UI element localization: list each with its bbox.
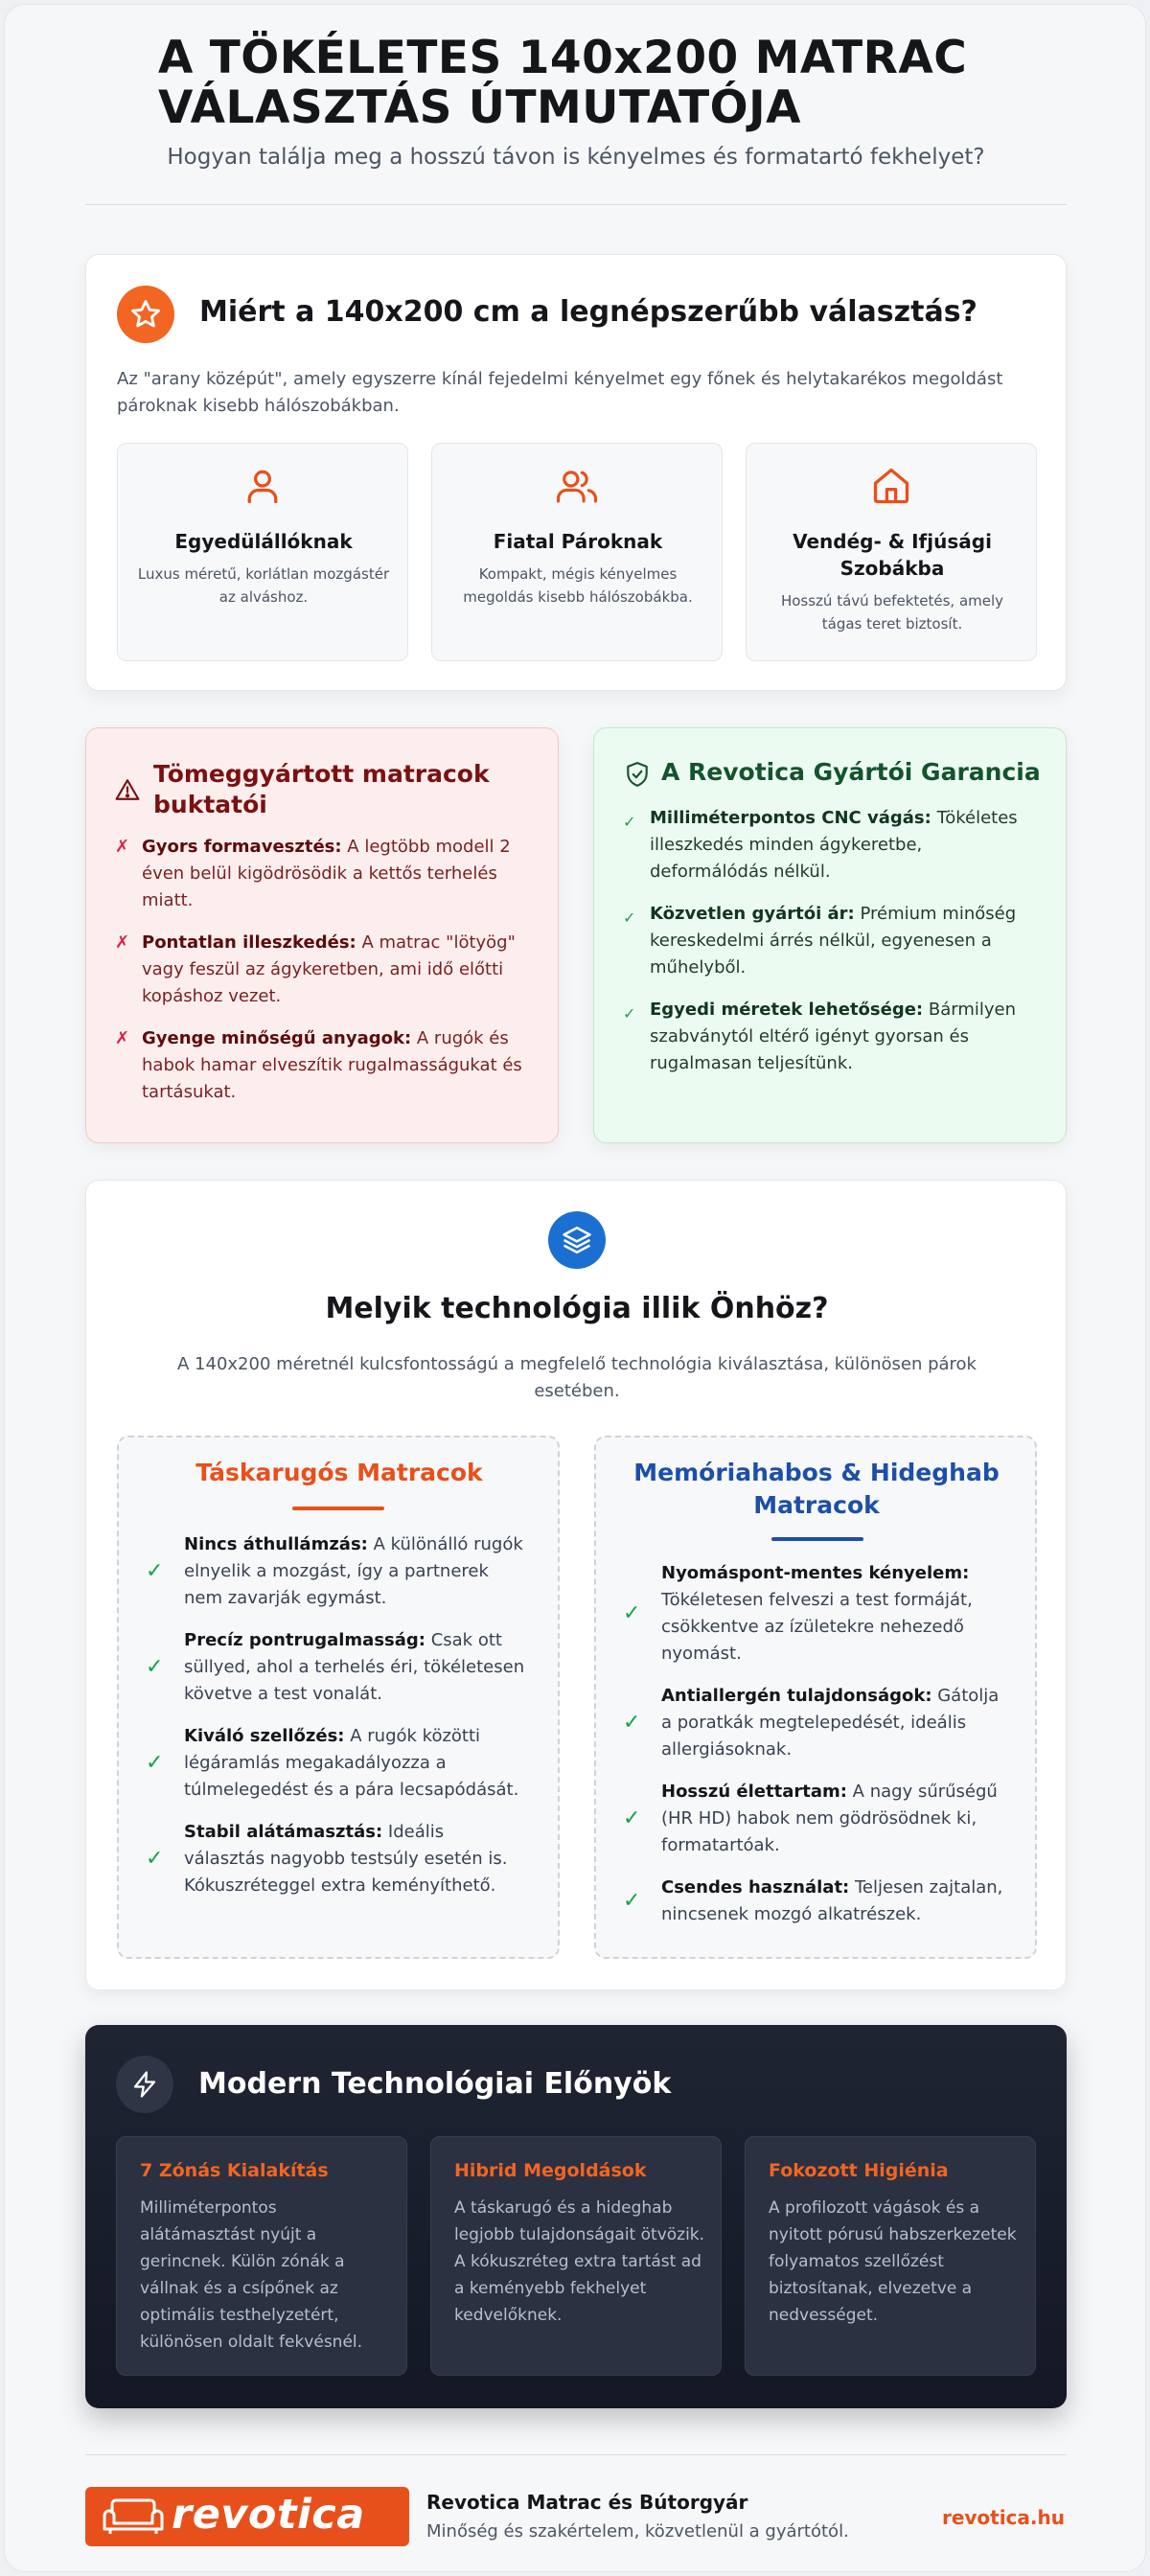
- check-icon: ✓: [623, 1601, 641, 1625]
- column-title: Táskarugós Matracok: [196, 1459, 483, 1486]
- guarantee-list: [623, 805, 1045, 1092]
- divider: [85, 204, 1067, 205]
- logo-text: revotica: [172, 2491, 365, 2539]
- column-title: Memóriahabos & Hideghab Matracok: [633, 1459, 1000, 1519]
- revotica-logo[interactable]: [85, 2487, 409, 2546]
- company-name: Revotica Matrac és Bútorgyár: [426, 2491, 748, 2514]
- pitfalls-title: Tömeggyártott matracok buktatói: [153, 760, 490, 818]
- cross-icon: ✗: [115, 1028, 130, 1048]
- lightning-icon: [116, 2056, 173, 2113]
- advantage-title: Hibrid Megoldások: [454, 2160, 647, 2181]
- advantage-card: [745, 2136, 1036, 2376]
- list-item: ✓ Stabil alátámasztás: Ideális választás nagyobb testsúly esetén is. Kókuszréteggel extra keményíthető.: [146, 1822, 508, 1896]
- shield-check-icon: [625, 761, 650, 792]
- page-title: A TÖKÉLETES 140x200 MATRAC VÁLASZTÁS ÚTMUTATÓJA: [158, 32, 968, 134]
- pitfalls-panel: [85, 727, 559, 1143]
- advantage-text: A táskarugó és a hideghab legjobb tulajdonságait ötvözik. A kókuszréteg extra tartást ad a keményebb fekhelyet kedvelőknek.: [454, 2198, 705, 2325]
- list-item: ✓ Kiváló szellőzés: A rugók közötti légáramlás megakadályozza a túlmelegedést és a pára lecsapódását.: [146, 1726, 519, 1800]
- guarantee-title: A Revotica Gyártói Garancia: [661, 758, 1041, 786]
- check-icon: ✓: [623, 1711, 641, 1735]
- audience-card-couples: [431, 443, 723, 661]
- divider: [85, 2454, 1067, 2455]
- title-underline: [771, 1537, 863, 1541]
- title-underline: [292, 1506, 384, 1510]
- check-icon: ✓: [146, 1655, 164, 1679]
- feature-list: [623, 1560, 1006, 1944]
- warning-icon: [115, 778, 140, 805]
- advantage-card: [430, 2136, 722, 2376]
- audience-card-text: Hosszú távú befektetés, amely tágas teret biztosít.: [780, 592, 1004, 632]
- guarantee-panel: [593, 727, 1067, 1143]
- why-description: Az "arany középút", amely egyszerre kínál fejedelmi kényelmet egy főnek és helytakarékos megoldást pároknak kisebb hálószobákban.: [117, 369, 1003, 416]
- check-icon: ✓: [623, 908, 636, 927]
- audience-card-text: Kompakt, mégis kényelmes megoldás kisebb hálószobákba.: [463, 565, 693, 606]
- layers-icon: [548, 1211, 606, 1269]
- home-icon: [747, 465, 1036, 511]
- check-icon: ✓: [146, 1751, 164, 1775]
- check-icon: ✓: [146, 1847, 164, 1871]
- page: [4, 4, 1146, 2572]
- list-item: ✓ Antiallergén tulajdonságok: Gátolja a poratkák megtelepedését, ideális allergiásoknak.: [623, 1686, 1000, 1760]
- audience-card-title: Egyedülállóknak: [174, 530, 353, 553]
- cross-icon: ✗: [115, 932, 130, 953]
- advantage-title: Fokozott Higiénia: [769, 2160, 949, 2181]
- modern-title: Modern Technológiai Előnyök: [198, 2067, 672, 2101]
- user-icon: [118, 465, 407, 511]
- list-item: ✗ Pontatlan illeszkedés: A matrac "lötyög" vagy feszül az ágykeretben, ami idő előtti kopáshoz vezet.: [115, 930, 537, 1010]
- why-title: Miért a 140x200 cm a legnépszerűbb választás?: [199, 295, 978, 329]
- advantage-text: Milliméterpontos alátámasztást nyújt a gerincnek. Külön zónák a vállnak és a csípőnek az optimális testhelyzetért, különösen oldalt fekvésnél.: [140, 2198, 363, 2352]
- list-item: ✓ Milliméterpontos CNC vágás: Tökéletes illeszkedés minden ágykeretbe, deformálódás nélkül.: [623, 808, 1018, 882]
- why-section: [85, 254, 1067, 691]
- star-icon: [117, 286, 174, 343]
- technology-description: A 140x200 méretnél kulcsfontosságú a megfelelő technológia kiválasztása, különösen párok esetében.: [177, 1354, 977, 1401]
- list-item: ✓ Csendes használat: Teljesen zajtalan, nincsenek mozgó alkatrészek.: [623, 1877, 1003, 1924]
- list-item: ✓ Közvetlen gyártói ár: Prémium minőség kereskedelmi árrés nélkül, egyenesen a műhelyből.: [623, 904, 1017, 978]
- list-item: ✓ Hosszú élettartam: A nagy sűrűségű (HR HD) habok nem gödrösödnek ki, formatartóak.: [623, 1782, 998, 1855]
- audience-card-title: Vendég- & Ifjúsági Szobákba: [793, 530, 992, 580]
- pitfalls-list: [115, 834, 537, 1121]
- list-item: ✓ Nyomáspont-mentes kényelem: Tökéletesen felveszi a test formáját, csökkentve az ízületekre nehezedő nyomást.: [623, 1563, 973, 1664]
- list-item: ✗ Gyors formavesztés: A legtöbb modell 2 éven belül kigödrösödik a kettős terhelés miatt.: [115, 834, 537, 914]
- audience-card-single: [117, 443, 408, 661]
- check-icon: ✓: [623, 1806, 641, 1830]
- check-icon: ✓: [146, 1559, 164, 1583]
- memory-foam-column: [594, 1436, 1037, 1959]
- list-item: ✓ Egyedi méretek lehetősége: Bármilyen szabványtól eltérő igényt gyorsan és rugalmasan teljesítünk.: [623, 1000, 1016, 1073]
- modern-advantages-section: [85, 2025, 1067, 2408]
- technology-section: [85, 1180, 1067, 1990]
- page-subtitle: Hogyan találja meg a hosszú távon is kényelmes és formatartó fekhelyet?: [167, 145, 985, 170]
- list-item: ✗ Gyenge minőségű anyagok: A rugók és habok hamar elveszítik rugalmasságukat és tartásukat.: [115, 1025, 537, 1106]
- technology-title: Melyik technológia illik Önhöz?: [325, 1292, 829, 1325]
- users-icon: [432, 465, 722, 511]
- feature-list: [146, 1531, 529, 1915]
- list-item: ✓ Nincs áthullámzás: A különálló rugók elnyelik a mozgást, így a partnerek nem zavarják egymást.: [146, 1534, 523, 1608]
- advantage-text: A profilozott vágások és a nyitott pórusú habszerkezetek folyamatos szellőzést biztosítanak, elvezetve a nedvességet.: [769, 2198, 1017, 2325]
- pocket-spring-column: [117, 1436, 560, 1959]
- check-icon: ✓: [623, 1889, 641, 1913]
- audience-card-guest: [746, 443, 1037, 661]
- website-link[interactable]: revotica.hu: [941, 2506, 1065, 2529]
- audience-card-title: Fiatal Pároknak: [493, 530, 663, 553]
- check-icon: ✓: [623, 1004, 636, 1023]
- company-tagline: Minőség és szakértelem, közvetlenül a gyártótól.: [426, 2521, 849, 2542]
- list-item: ✓ Precíz pontrugalmasság: Csak ott süllyed, ahol a terhelés éri, tökéletesen követve a test vonalát.: [146, 1630, 525, 1704]
- sofa-icon: [101, 2496, 166, 2541]
- audience-card-text: Luxus méretű, korlátlan mozgástér az alváshoz.: [137, 565, 390, 606]
- check-icon: ✓: [623, 813, 636, 831]
- cross-icon: ✗: [115, 837, 130, 857]
- advantage-title: 7 Zónás Kialakítás: [140, 2160, 329, 2181]
- advantage-card: [116, 2136, 407, 2376]
